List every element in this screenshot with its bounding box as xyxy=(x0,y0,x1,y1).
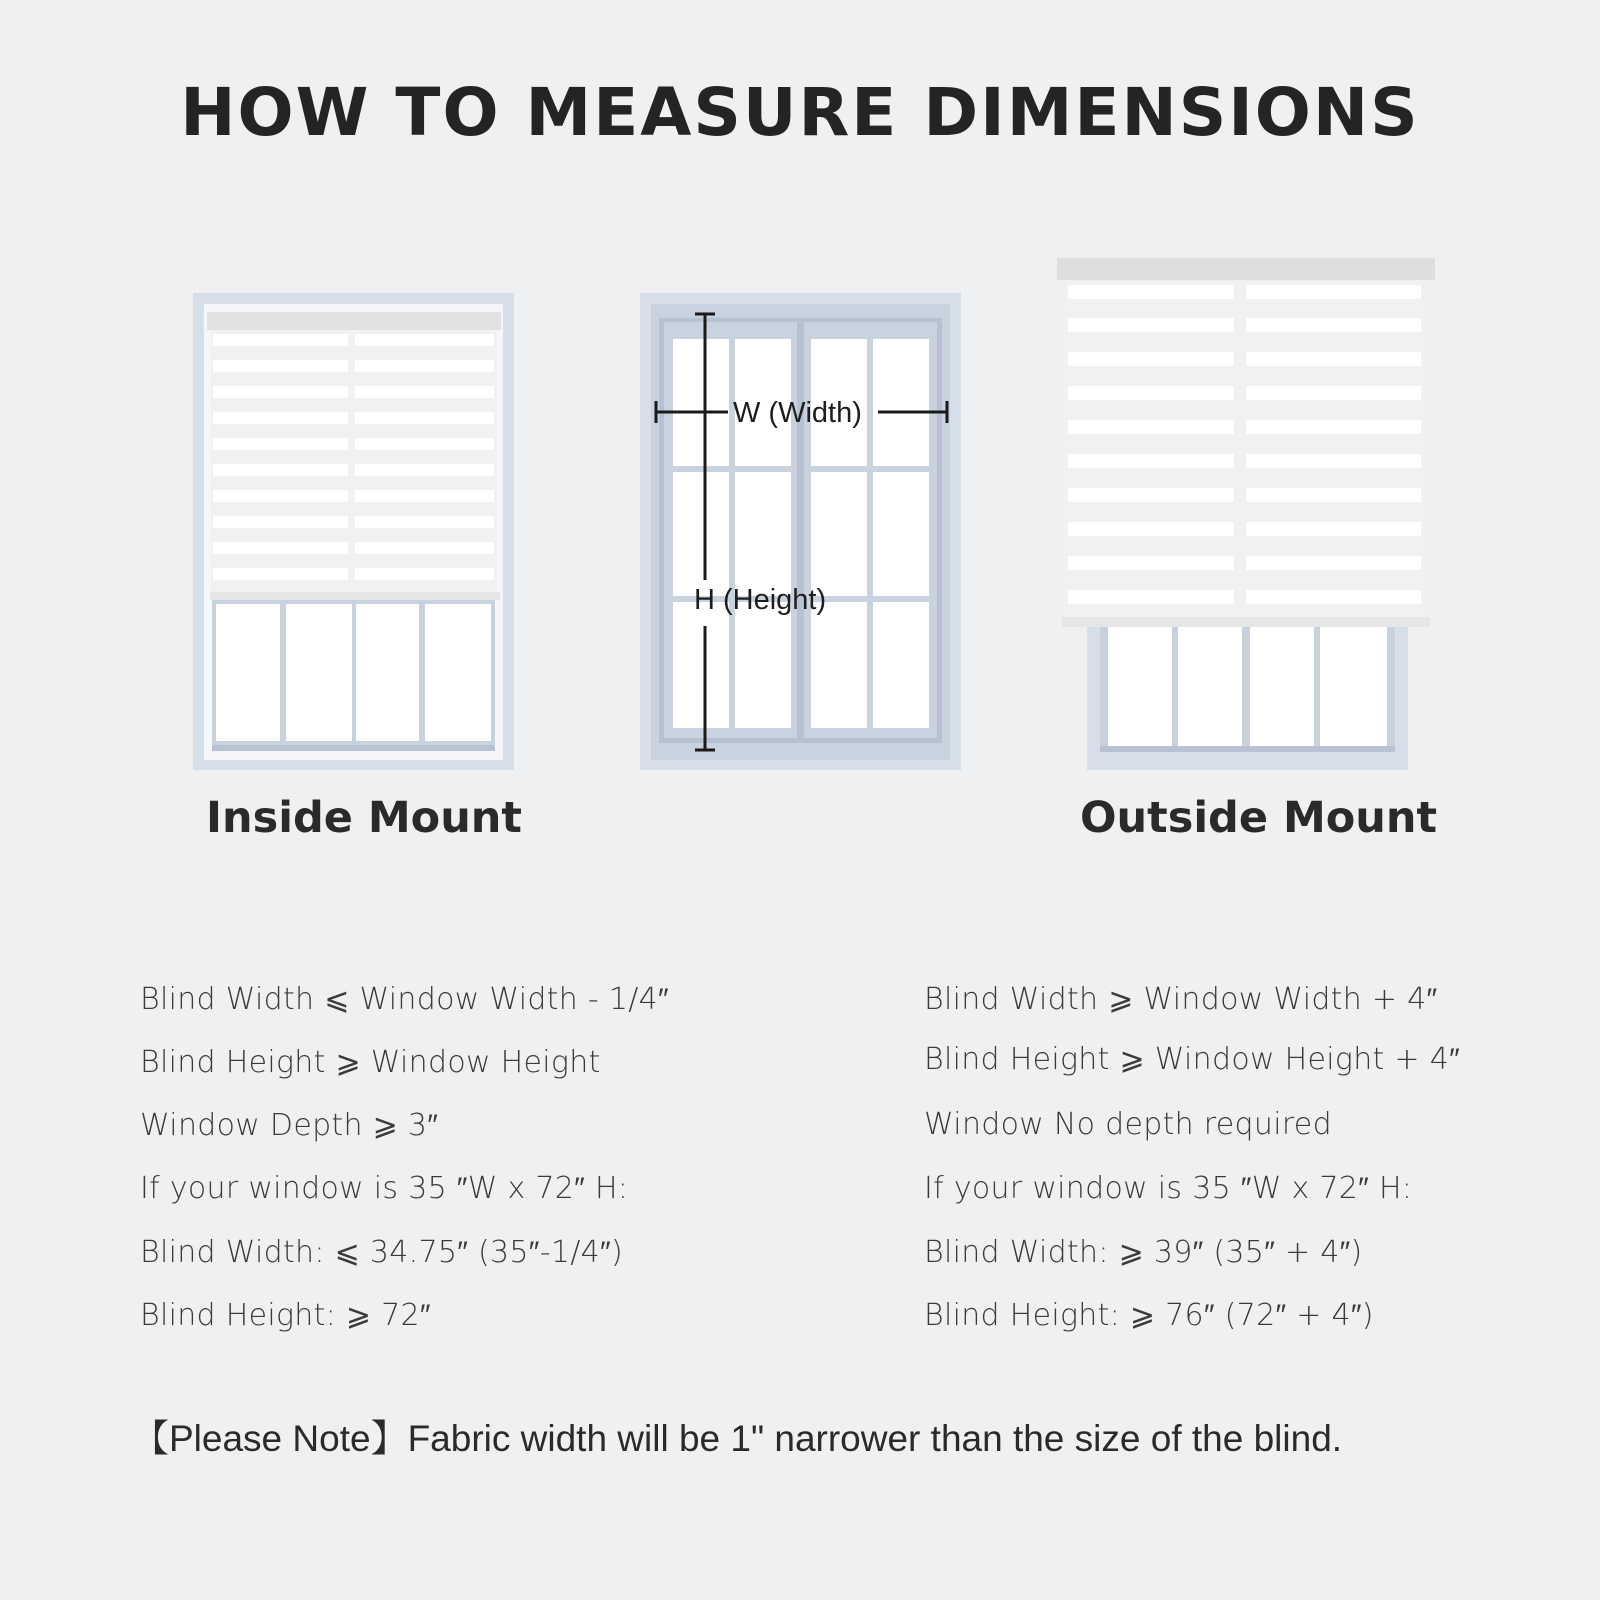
outside-rule-example: If your window is 35 ″W x 72″ H: xyxy=(924,1171,1413,1206)
height-label: H (Height) xyxy=(694,584,827,616)
outside-mount-label: Outside Mount xyxy=(1080,793,1438,843)
inside-rule-example-width: Blind Width: ⩽ 34.75″ (35″-1/4″) xyxy=(140,1235,623,1270)
inside-rule-example-height: Blind Height: ⩾ 72″ xyxy=(140,1298,431,1333)
inside-rule-width: Blind Width ⩽ Window Width - 1/4″ xyxy=(140,982,669,1017)
inside-rule-height: Blind Height ⩾ Window Height xyxy=(140,1045,601,1080)
outside-rule-example-width: Blind Width: ⩾ 39″ (35″ + 4″) xyxy=(924,1235,1363,1270)
inside-rule-example: If your window is 35 ″W x 72″ H: xyxy=(140,1171,629,1206)
inside-mount-label: Inside Mount xyxy=(206,793,522,843)
fabric-width-note: 【Please Note】Fabric width will be 1" narrower than the size of the blind. xyxy=(132,1418,1343,1459)
outside-rule-height: Blind Height ⩾ Window Height + 4″ xyxy=(924,1042,1461,1077)
page-title: HOW TO MEASURE DIMENSIONS xyxy=(180,74,1420,151)
measure-window xyxy=(640,293,961,770)
outside-rule-width: Blind Width ⩾ Window Width + 4″ xyxy=(924,982,1438,1017)
inside-mount-blind xyxy=(207,312,501,600)
inside-rule-depth: Window Depth ⩾ 3″ xyxy=(140,1108,439,1143)
width-label: W (Width) xyxy=(733,397,862,429)
outside-mount-blind xyxy=(1057,258,1435,627)
outside-rule-depth: Window No depth required xyxy=(924,1107,1332,1142)
outside-rule-example-height: Blind Height: ⩾ 76″ (72″ + 4″) xyxy=(924,1298,1374,1333)
